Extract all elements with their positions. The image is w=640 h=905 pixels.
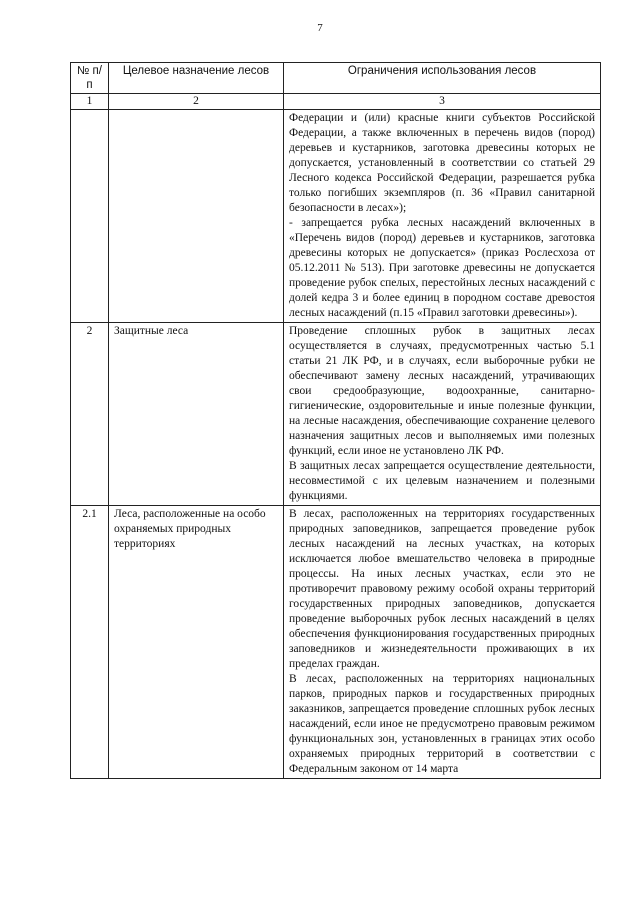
row-restrictions [284,110,601,323]
restriction-paragraph: В защитных лесах запрещается осуществление деятельности, несовместимой с их целевым назначением и полезными функциями. [289,460,595,502]
row-number: 2 [71,323,109,506]
restriction-paragraph: Проведение сплошных рубок в защитных лесах осуществляется в случаях, предусмотренных частью 5.1 статьи 21 ЛК РФ, и в случаях, если выборочные рубки не обеспечивают замену лесных насаждений, утрачивающих свои средообразующие, водоохранные, санитарно-гигиенические, оздоровительные и иные полезные функции, на лесные насаждения, обеспечивающие сохранение целевого назначения защитных лесов и выполняемых ими полезных функций, если иное не установлено ЛК РФ. [289,325,595,457]
restriction-paragraph: - запрещается рубка лесных насаждений включенных в «Перечень видов (пород) деревьев и кустарников, заготовка древесины которых не допускается» (приказ Рослесхоза от 05.12.2011 № 513). При заготовке древесины не допускается проведение рубок спелых, перестойных лесных насаждений с долей кедра 3 и более единиц в породном составе древостоя лесных насаждений (п.15 «Правил заготовки древесины»). [289,217,595,319]
row-restrictions [284,323,601,506]
restriction-paragraph: Федерации и (или) красные книги субъектов Российской Федерации, а также включенных в перечень видов (пород) деревьев и кустарников, заготовка древесины которых не допускается, установленный в соответствии со статьей 29 Лесного кодекса Российской Федерации, разрешается рубка только погибших экземпляров (п. 36 «Правил санитарной безопасности в лесах»); [289,112,595,214]
header-num: № п/п [71,63,109,94]
header-restrictions: Ограничения использования лесов [284,63,601,94]
table-row [71,323,601,506]
column-number: 3 [284,94,601,110]
table-header-row [71,63,601,94]
restriction-paragraph: В лесах, расположенных на территориях национальных парков, природных парков и государственных природных заказников, запрещается проведение сплошных рубок лесных насаждений, если иное не предусмотрено правовым режимом функциональных зон, установленных в границах этих особо охраняемых природных территорий в соответствии с Федеральным законом от 14 марта [289,673,595,775]
page-number: 7 [317,22,323,34]
table-row [71,110,601,323]
row-purpose: Леса, расположенные на особо охраняемых природных территориях [109,506,284,779]
column-number: 1 [71,94,109,110]
restrictions-table [70,62,601,779]
row-number [71,110,109,323]
header-purpose: Целевое назначение лесов [109,63,284,94]
table-row [71,506,601,779]
restriction-paragraph: В лесах, расположенных на территориях государственных природных заповедников, запрещается проведение рубок лесных насаждений на лесных участках, на которых исключается любое вмешательство человека в природные процессы. На иных лесных участках, если это не противоречит правовому режиму особой охраны территорий государственных природных заповедников, допускается проведение выборочных рубок лесных насаждений в целях обеспечения функционирования государственных природных заповедников и жизнедеятельности проживающих в их пределах граждан. [289,508,595,670]
column-number: 2 [109,94,284,110]
row-purpose [109,110,284,323]
row-purpose: Защитные леса [109,323,284,506]
column-number-row [71,94,601,110]
row-number: 2.1 [71,506,109,779]
row-restrictions [284,506,601,779]
